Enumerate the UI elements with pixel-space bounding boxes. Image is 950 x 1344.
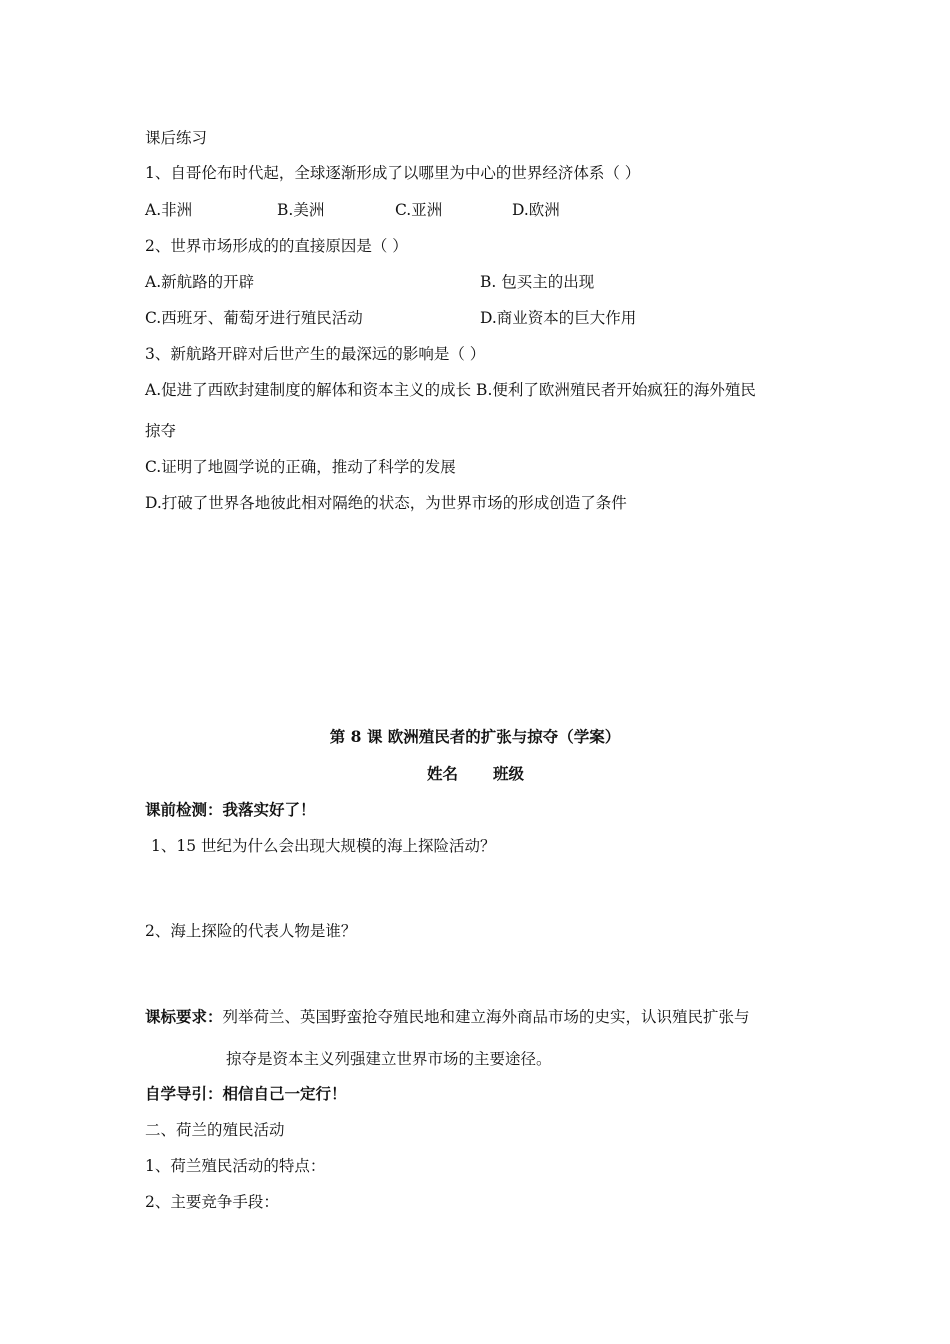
question-3: 3、新航路开辟对后世产生的最深远的影响是（ ）	[145, 345, 486, 363]
preview-question-1: 1、15 世纪为什么会出现大规模的海上探险活动？	[151, 837, 496, 855]
question-2-option-c: C.西班牙、葡萄牙进行殖民活动	[145, 309, 363, 327]
lesson-title: 第 8 课 欧洲殖民者的扩张与掠夺（学案）	[329, 727, 621, 746]
standard-text-line1: 列举荷兰、英国野蛮抢夺殖民地和建立海外商品市场的史实，认识殖民扩张与	[222, 1008, 750, 1026]
question-1: 1、自哥伦布时代起，全球逐渐形成了以哪里为中心的世界经济体系（ ）	[145, 164, 641, 182]
question-2-option-b: B. 包买主的出现	[480, 273, 595, 291]
question-2: 2、世界市场形成的的直接原因是（ ）	[145, 237, 408, 255]
question-1-option-b: B.美洲	[277, 201, 325, 219]
preview-question-2: 2、海上探险的代表人物是谁？	[145, 922, 357, 940]
name-label: 姓名	[427, 764, 459, 783]
class-label: 班级	[493, 764, 525, 783]
question-1-option-c: C.亚洲	[395, 201, 443, 219]
preview-heading: 课前检测：我落实好了！	[145, 800, 316, 819]
curriculum-standard	[145, 1007, 750, 1027]
standard-label: 课标要求：	[145, 1007, 223, 1026]
question-1-option-a: A.非洲	[145, 201, 193, 219]
guide-heading: 自学导引：相信自己一定行！	[145, 1084, 347, 1103]
question-3-option-c: C.证明了地圆学说的正确，推动了科学的发展	[145, 458, 456, 476]
question-2-option-d: D.商业资本的巨大作用	[480, 309, 637, 327]
question-3-options-ab-continued: 掠夺	[145, 422, 177, 440]
question-1-option-d: D.欧洲	[512, 201, 560, 219]
topic-heading: 二、荷兰的殖民活动	[145, 1121, 285, 1139]
standard-text-line2: 掠夺是资本主义列强建立世界市场的主要途径。	[226, 1050, 552, 1068]
topic-item-2: 2、主要竞争手段：	[145, 1193, 279, 1211]
question-3-options-ab: A.促进了西欧封建制度的解体和资本主义的成长 B.便利了欧洲殖民者开始疯狂的海外殖民	[145, 381, 756, 399]
question-3-option-d: D.打破了世界各地彼此相对隔绝的状态，为世界市场的形成创造了条件	[145, 494, 627, 512]
exercise-heading: 课后练习	[145, 129, 208, 147]
question-2-option-a: A.新航路的开辟	[145, 273, 255, 291]
topic-item-1: 1、荷兰殖民活动的特点：	[145, 1157, 326, 1175]
